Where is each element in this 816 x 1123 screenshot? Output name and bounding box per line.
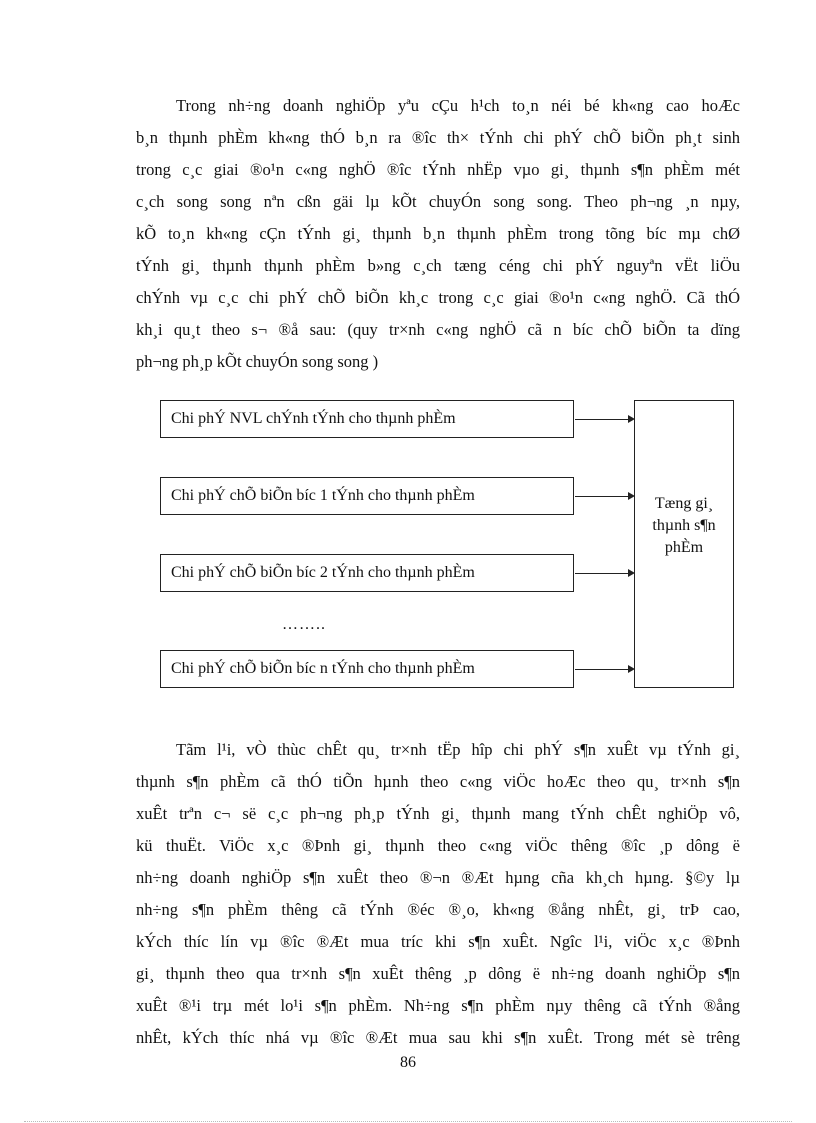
text-line: nhÊt, kÝch thíc nhá vµ ®îc ®Æt mua sau khi s¶n xuÊt. Trong mét sè trêng <box>136 1028 740 1047</box>
text-line: ph¬ng ph¸p kÕt chuyÓn song song ) <box>136 352 379 371</box>
arrow-line <box>575 669 630 670</box>
total-label-line: phÈm <box>664 539 704 556</box>
text-line: b¸n thµnh phÈm kh«ng thÓ b¸n ra ®îc th× tÝnh chi phÝ chÕ biÕn ph¸t sinh <box>136 128 740 147</box>
text-line: nh÷ng s¶n phÈm thêng cã tÝnh ®éc ®¸o, kh«ng ®ång nhÊt, gi¸ trÞ cao, <box>136 900 740 919</box>
text-line: kh¸i qu¸t theo s¬ ®å sau: (quy tr×nh c«ng nghÖ cã n bíc chÕ biÕn ta dïng <box>136 320 740 339</box>
text-line: kü thuËt. ViÖc x¸c ®Þnh gi¸ thµnh theo c«ng viÖc thêng ®îc ¸p dông ë <box>136 836 740 855</box>
text-line: tÝnh gi¸ thµnh thµnh phÈm b»ng c¸ch tæng céng chi phÝ nguyªn vËt liÖu <box>136 256 740 275</box>
text-line: c¸ch song song nªn cßn gäi lµ kÕt chuyÓn song song. Theo ph¬ng ¸n nµy, <box>136 192 740 211</box>
page-number: 86 <box>400 1054 416 1071</box>
text-line: kÕ to¸n kh«ng cÇn tÝnh gi¸ thµnh b¸n thµnh phÈm trong tõng bíc mµ chØ <box>136 224 740 243</box>
text-line: xuÊt trªn c¬ së c¸c ph¬ng ph¸p tÝnh gi¸ thµnh mang tÝnh chÊt nghiÖp vô, <box>136 804 740 823</box>
text-line: xuÊt ®¹i trµ mét lo¹i s¶n phÈm. Nh÷ng s¶n phÈm nµy thêng cã tÝnh ®ång <box>136 996 740 1015</box>
total-label-line: thµnh s¶n <box>652 517 716 534</box>
text-line: nh÷ng doanh nghiÖp s¶n xuÊt theo ®¬n ®Æt hµng cña kh¸ch hµng. §©y lµ <box>136 868 740 887</box>
diagram-box-step-2: Chi phÝ chÕ biÕn bíc 2 tÝnh cho thµnh phÈm <box>160 554 574 592</box>
arrow-line <box>575 496 630 497</box>
diagram-box-step-n: Chi phÝ chÕ biÕn bíc n tÝnh cho thµnh phÈm <box>160 650 574 688</box>
text-line: gi¸ thµnh theo qua tr×nh s¶n xuÊt thêng ¸p dông ë nh÷ng doanh nghiÖp s¶n <box>136 964 740 983</box>
diagram-box-step-1: Chi phÝ chÕ biÕn bíc 1 tÝnh cho thµnh phÈm <box>160 477 574 515</box>
paragraph-2 <box>136 734 740 1054</box>
arrow-line <box>575 573 630 574</box>
text-line: kÝch thíc lín vµ ®îc ®Æt mua tríc khi s¶n xuÊt. Ngîc l¹i, viÖc x¸c ®Þnh <box>136 932 740 951</box>
arrow-line <box>575 419 630 420</box>
text-line: chÝnh vµ c¸c chi phÝ chÕ biÕn kh¸c trong c¸c giai ®o¹n c«ng nghÖ. Cã thÓ <box>136 288 740 307</box>
diagram-ellipsis: …….. <box>282 616 326 633</box>
footer-divider <box>24 1121 792 1122</box>
total-label-line: Tæng gi¸ <box>654 495 714 512</box>
diagram-box-total-cost <box>634 400 734 688</box>
diagram-box-material-cost: Chi phÝ NVL chÝnh tÝnh cho thµnh phÈm <box>160 400 574 438</box>
text-line: Trong nh÷ng doanh nghiÖp yªu cÇu h¹ch to¸n néi bé kh«ng cao hoÆc <box>176 96 740 115</box>
text-line: Tãm l¹i, vÒ thùc chÊt qu¸ tr×nh tËp hîp chi phÝ s¶n xuÊt vµ tÝnh gi¸ <box>176 740 740 759</box>
text-line: trong c¸c giai ®o¹n c«ng nghÖ ®îc tÝnh nhËp vµo gi¸ thµnh s¶n phÈm mét <box>136 160 740 179</box>
paragraph-1 <box>136 90 740 378</box>
text-line: thµnh s¶n phÈm cã thÓ tiÕn hµnh theo c«ng viÖc hoÆc theo qu¸ tr×nh s¶n <box>136 772 740 791</box>
